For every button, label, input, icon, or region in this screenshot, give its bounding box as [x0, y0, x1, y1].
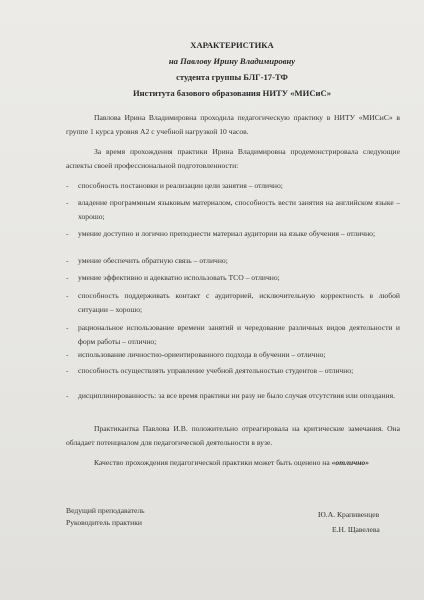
list-item: умение эффективно и адекватно использовать ТСО – отлично; — [78, 273, 280, 282]
document-title: ХАРАКТЕРИСТИКА — [190, 40, 274, 50]
bullet-marker: - — [66, 198, 69, 207]
bullet-marker: - — [66, 181, 69, 190]
list-item: владение программным языковым материалом, способность вести занятия на английском языке – хорошо; — [78, 198, 400, 221]
list-item: способность поддерживать контакт с аудиторией, исключительную корректность в любой ситуации – хорошо; — [78, 291, 400, 314]
bullet-marker: - — [66, 391, 69, 400]
institute-name: Института базового образования НИТУ «МИСиС» — [133, 88, 331, 98]
quality-paragraph — [66, 456, 400, 470]
list-item: способность постановки и реализации цели занятия – отлично; — [78, 181, 283, 190]
bullet-marker: - — [66, 366, 69, 375]
bullet-marker: - — [66, 273, 69, 282]
list-item: умение обеспечить обратную связь – отлично; — [78, 256, 228, 265]
head-name: Е.Н. Щавелева — [332, 525, 380, 534]
grade-value: «отлично» — [331, 458, 370, 467]
list-item: способность осуществлять управление учебной деятельностью студентов – отлично; — [78, 366, 354, 375]
document-subject: на Павлову Ирину Владимировну — [168, 56, 296, 66]
bullet-marker: - — [66, 350, 69, 359]
bullet-marker: - — [66, 323, 69, 332]
head-role: Руководитель практики — [66, 518, 142, 527]
student-group: студента группы БЛГ-17-ТФ — [176, 72, 288, 82]
bullet-marker: - — [66, 256, 69, 265]
conclusion-paragraph: Практикантка Павлова И.В. положительно отреагировала на критические замечания. Она обладает потенциалом для педагогической деятельности в вузе. — [66, 424, 400, 447]
list-item: рациональное использование времени занятий и чередование различных видов деятельности и форм работы – отлично; — [78, 323, 400, 346]
bullet-marker: - — [66, 291, 69, 300]
quality-text: Качество прохождения педагогической практики может быть оценено на — [94, 458, 330, 467]
teacher-name: Ю.А. Крапивенцев — [318, 510, 380, 519]
list-item: умение доступно и логично преподнести материал аудитории на языке обучения – отлично; — [78, 229, 376, 238]
list-item: дисциплинированность: за все время практики ни разу не было случая отсутствия или опоздания. — [78, 391, 395, 400]
teacher-role: Ведущий преподаватель — [66, 506, 145, 515]
intro-paragraph: Павлова Ирина Владимировна проходила педагогическую практику в НИТУ «МИСиС» в группе 1 курса уровня А2 с учебной нагрузкой 10 часов. — [66, 113, 400, 136]
during-paragraph: За время прохождения практики Ирина Владимировна продемонстрировала следующие аспекты своей профессиональной подготовленности: — [66, 147, 400, 170]
list-item: использование личностно-ориентированного подхода в обучении – отлично; — [78, 350, 326, 359]
bullet-marker: - — [66, 229, 69, 238]
